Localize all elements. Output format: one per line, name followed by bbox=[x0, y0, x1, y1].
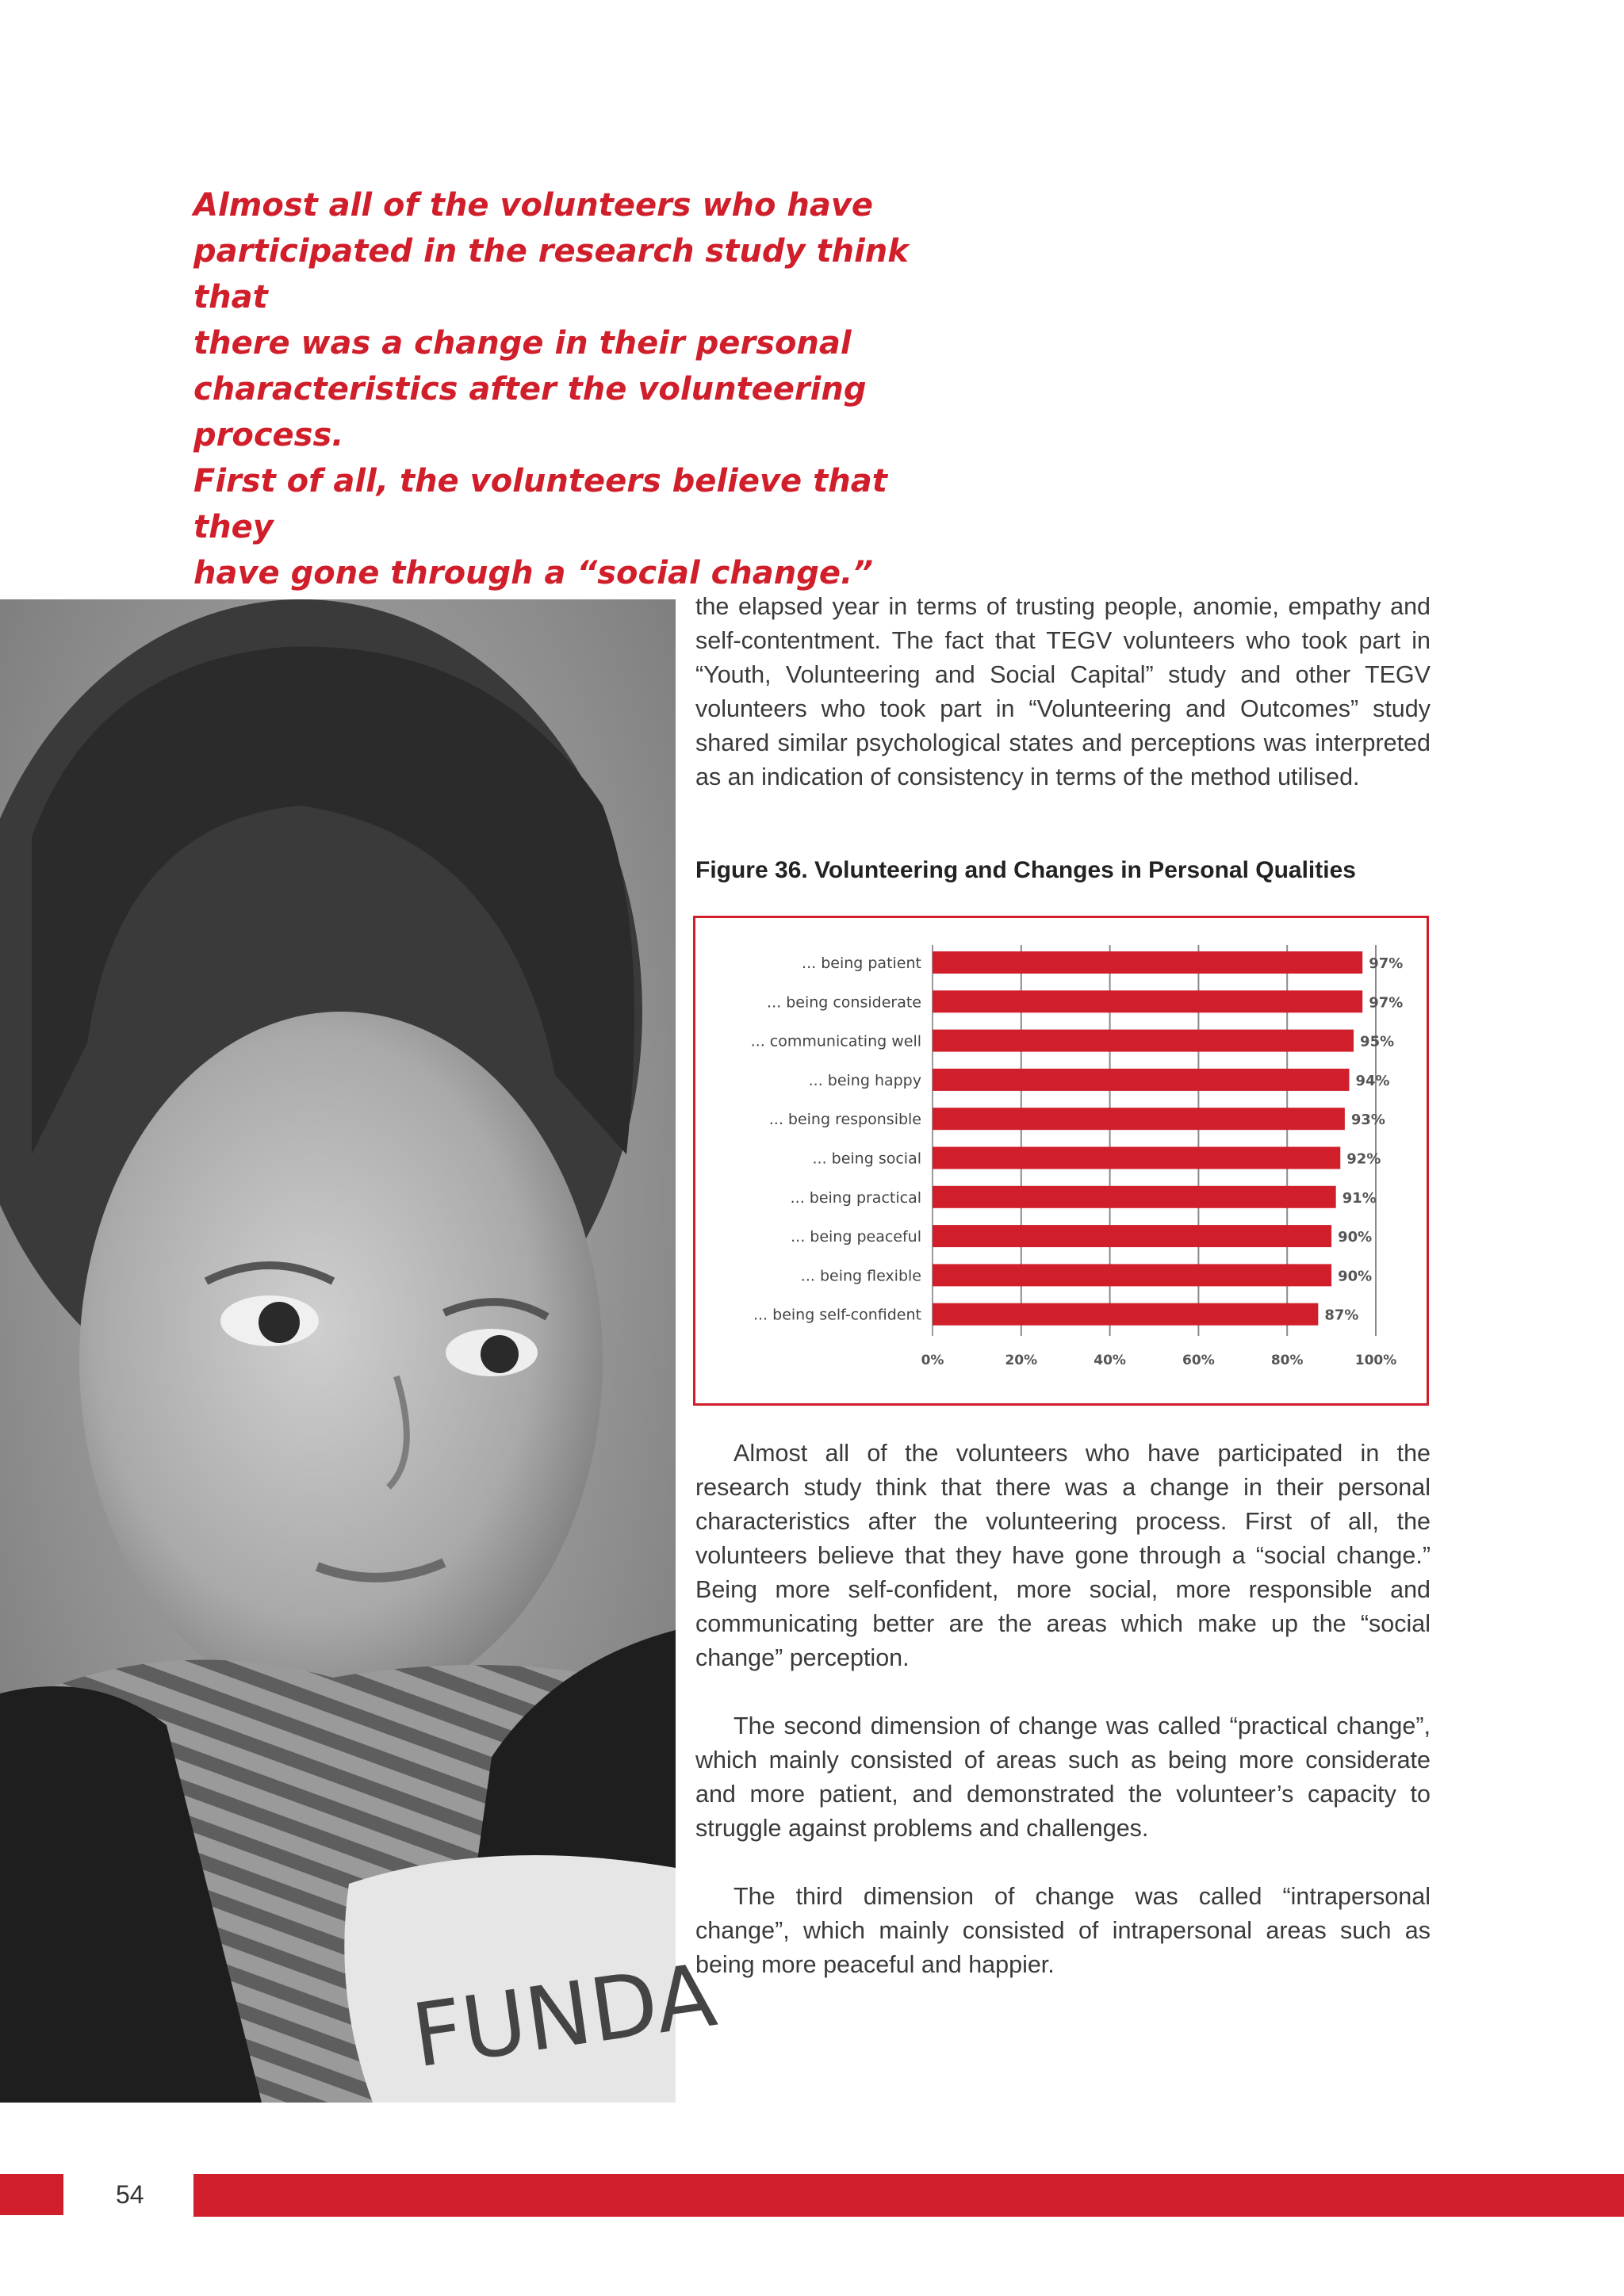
bar bbox=[933, 1303, 1318, 1326]
value-label: 90% bbox=[1338, 1229, 1373, 1246]
bar bbox=[933, 1225, 1331, 1247]
footer-accent-bar bbox=[193, 2174, 1624, 2217]
body-text bbox=[695, 1437, 1431, 2016]
category-label: ... being patient bbox=[802, 955, 921, 972]
handwritten-name: FUNDA bbox=[406, 1944, 722, 2087]
x-tick-label: 60% bbox=[1182, 1353, 1215, 1368]
bar-chart-svg bbox=[695, 918, 1427, 1403]
pull-quote-line: characteristics after the volunteering process. bbox=[193, 371, 867, 453]
x-tick-label: 40% bbox=[1094, 1353, 1126, 1368]
category-label: ... communicating well bbox=[750, 1032, 921, 1050]
child-photo bbox=[0, 599, 722, 2103]
bar bbox=[933, 1147, 1340, 1169]
category-label: ... being peaceful bbox=[791, 1228, 921, 1246]
pull-quote-line: have gone through a “social change.” bbox=[193, 555, 873, 591]
bar bbox=[933, 1264, 1331, 1286]
category-label: ... being considerate bbox=[767, 993, 921, 1012]
x-tick-label: 80% bbox=[1270, 1353, 1304, 1368]
pull-quote-line: there was a change in their personal bbox=[193, 325, 852, 362]
category-label: ... being happy bbox=[808, 1071, 921, 1089]
category-label: ... being social bbox=[812, 1150, 921, 1168]
value-label: 97% bbox=[1369, 994, 1404, 1012]
x-tick-label: 100% bbox=[1354, 1353, 1397, 1368]
x-tick-label: 0% bbox=[921, 1353, 944, 1368]
value-label: 94% bbox=[1355, 1072, 1390, 1089]
bar bbox=[933, 1030, 1354, 1052]
body-paragraph: Almost all of the volunteers who have participated in the research study think that there was a change in their personal characteristics after the volunteering process. First of all, the volunteers believe that they have gone through a “social change.” Being more self-confident, more social, more responsible and communicating better are the areas which make up the “social change” perception. bbox=[695, 1440, 1431, 1671]
body-paragraph: The second dimension of change was called “practical change”, which mainly consisted of areas such as being more considerate and more patient, and demonstrated the volunteer’s capacity to struggle against problems and challenges. bbox=[695, 1712, 1431, 1842]
bar bbox=[933, 1186, 1336, 1208]
bar bbox=[933, 990, 1362, 1012]
child-photo-illustration bbox=[0, 599, 722, 2103]
category-label: ... being responsible bbox=[768, 1111, 921, 1129]
bar-chart bbox=[693, 916, 1429, 1406]
body-paragraph: The third dimension of change was called “intrapersonal change”, which mainly consisted of intrapersonal areas such as being more peaceful and happier. bbox=[695, 1883, 1431, 1978]
value-label: 91% bbox=[1342, 1189, 1377, 1207]
value-label: 95% bbox=[1360, 1033, 1395, 1050]
category-label: ... being flexible bbox=[800, 1267, 921, 1285]
page-number: 54 bbox=[116, 2180, 144, 2209]
value-label: 93% bbox=[1350, 1112, 1385, 1129]
pull-quote-line: Almost all of the volunteers who have bbox=[193, 187, 874, 224]
figure-title: Figure 36. Volunteering and Changes in Personal Qualities bbox=[695, 857, 1356, 883]
bar bbox=[933, 1108, 1345, 1130]
value-label: 92% bbox=[1346, 1150, 1381, 1168]
pull-quote-line: participated in the research study think that bbox=[193, 233, 909, 316]
intro-paragraph bbox=[695, 590, 1431, 794]
x-tick-label: 20% bbox=[1005, 1353, 1038, 1368]
intro-text: the elapsed year in terms of trusting people, anomie, empathy and self-contentment. The fact that TEGV volunteers who took part in “Youth, Volunteering and Social Capital” study and other TEGV volunteers who took part in “Volunteering and Outcomes” study shared similar psychological states and perceptions was interpreted as an indication of consistency in terms of the method utilised. bbox=[695, 593, 1431, 790]
value-label: 97% bbox=[1369, 955, 1404, 972]
value-label: 90% bbox=[1338, 1268, 1373, 1285]
bar bbox=[933, 951, 1362, 974]
value-label: 87% bbox=[1324, 1307, 1359, 1324]
pull-quote-line: First of all, the volunteers believe that they bbox=[193, 463, 887, 545]
bar bbox=[933, 1069, 1349, 1091]
footer-accent-block bbox=[0, 2174, 63, 2215]
category-label: ... being self-confident bbox=[753, 1306, 921, 1324]
pull-quote bbox=[193, 182, 971, 596]
category-label: ... being practical bbox=[790, 1188, 921, 1207]
